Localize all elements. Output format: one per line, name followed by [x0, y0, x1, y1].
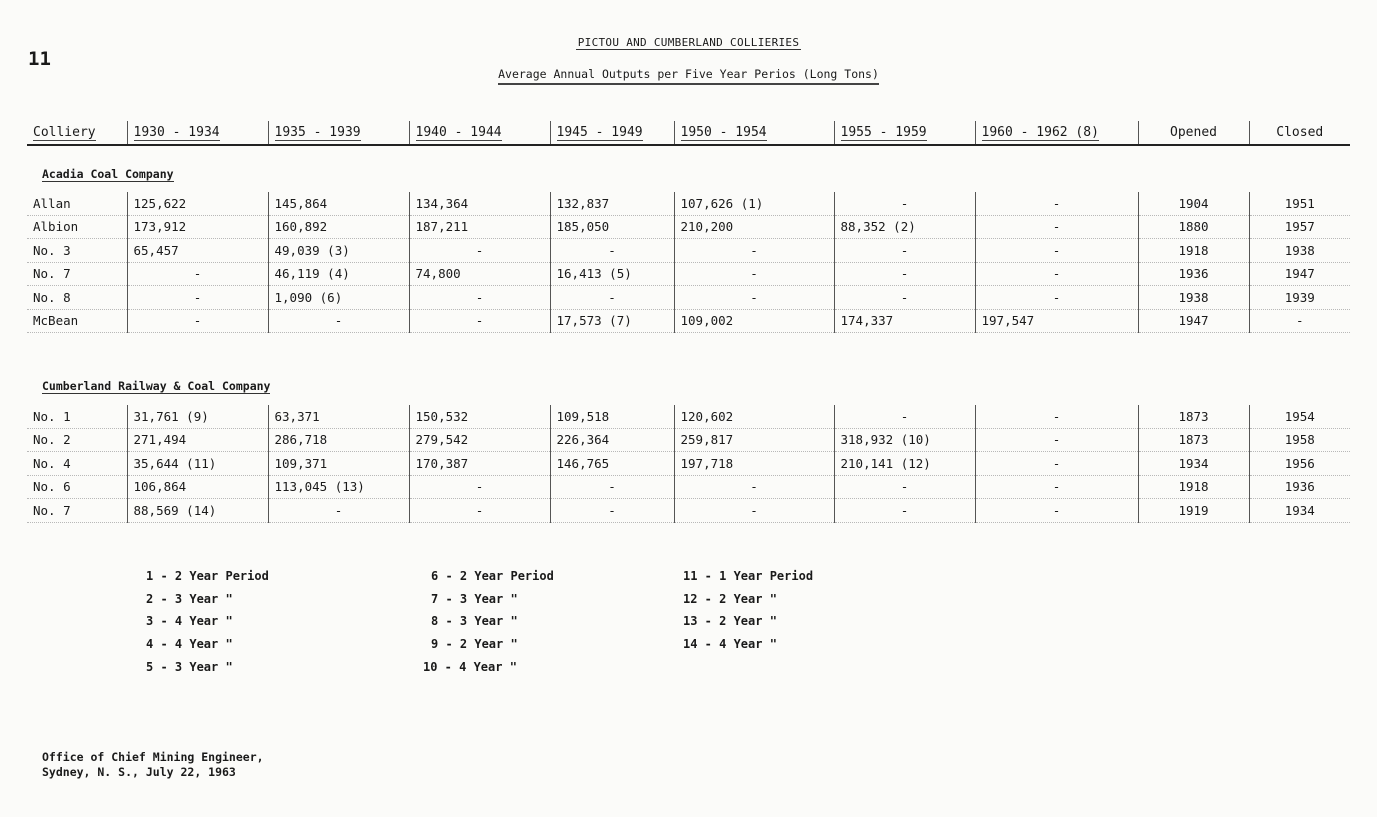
cell-1950-1954: 259,817: [674, 428, 834, 452]
cell-1960-1962: -: [975, 192, 1138, 215]
office-signature: [42, 750, 264, 780]
footer-line-2: Sydney, N. S., July 22, 1963: [42, 765, 236, 779]
table-row: [27, 239, 1350, 263]
cell-1945-1949: 132,837: [550, 192, 674, 215]
cell-1935-1939: 63,371: [268, 405, 409, 428]
cell-colliery: No. 2: [27, 428, 127, 452]
cell-colliery: No. 6: [27, 475, 127, 499]
cell-1940-1944: -: [409, 499, 550, 523]
cell-colliery: Allan: [27, 192, 127, 215]
company-heading-cumberland: Cumberland Railway & Coal Company: [42, 379, 271, 393]
footnote: 1 - 2 Year Period: [146, 569, 269, 583]
cell-1935-1939: 1,090 (6): [268, 286, 409, 310]
cell-1945-1949: -: [550, 286, 674, 310]
cell-1960-1962: -: [975, 262, 1138, 286]
cell-1955-1959: -: [834, 405, 975, 428]
cell-opened: 1918: [1138, 475, 1249, 499]
footnote: 4 - 4 Year ": [146, 637, 233, 651]
table-row: [27, 192, 1350, 215]
cell-closed: 1954: [1249, 405, 1350, 428]
footnote: 14 - 4 Year ": [683, 637, 777, 651]
cell-1930-1934: 173,912: [127, 215, 268, 239]
cell-colliery: No. 7: [27, 499, 127, 523]
cell-1940-1944: 74,800: [409, 262, 550, 286]
cell-1935-1939: 145,864: [268, 192, 409, 215]
cell-1955-1959: -: [834, 475, 975, 499]
cell-1960-1962: -: [975, 475, 1138, 499]
cell-closed: 1938: [1249, 239, 1350, 263]
cell-colliery: McBean: [27, 309, 127, 333]
cell-opened: 1880: [1138, 215, 1249, 239]
cell-1930-1934: -: [127, 286, 268, 310]
cell-1940-1944: 150,532: [409, 405, 550, 428]
cell-1945-1949: 146,765: [550, 452, 674, 476]
cell-1930-1934: 65,457: [127, 239, 268, 263]
cell-1950-1954: -: [674, 475, 834, 499]
cell-1935-1939: -: [268, 309, 409, 333]
footnote: 12 - 2 Year ": [683, 592, 777, 606]
cell-1950-1954: -: [674, 239, 834, 263]
cell-colliery: No. 3: [27, 239, 127, 263]
cell-closed: 1951: [1249, 192, 1350, 215]
header-closed: Closed: [1249, 121, 1350, 145]
cell-opened: 1918: [1138, 239, 1249, 263]
cell-1945-1949: 17,573 (7): [550, 309, 674, 333]
cell-1960-1962: -: [975, 499, 1138, 523]
footer-line-1: Office of Chief Mining Engineer,: [42, 750, 264, 764]
cell-1940-1944: 170,387: [409, 452, 550, 476]
table-row: [27, 262, 1350, 286]
cell-1955-1959: 318,932 (10): [834, 428, 975, 452]
cell-1950-1954: -: [674, 499, 834, 523]
cell-opened: 1936: [1138, 262, 1249, 286]
cell-opened: 1938: [1138, 286, 1249, 310]
cell-1935-1939: 286,718: [268, 428, 409, 452]
cell-colliery: No. 1: [27, 405, 127, 428]
header-1930-1934: 1930 - 1934: [127, 121, 268, 145]
cell-opened: 1919: [1138, 499, 1249, 523]
header-colliery: Colliery: [27, 121, 127, 145]
cell-1955-1959: -: [834, 192, 975, 215]
footnote: 8 - 3 Year ": [431, 614, 518, 628]
cell-1955-1959: 174,337: [834, 309, 975, 333]
cell-1945-1949: 226,364: [550, 428, 674, 452]
cell-1940-1944: -: [409, 239, 550, 263]
table-row: [27, 309, 1350, 333]
cell-1940-1944: -: [409, 286, 550, 310]
cell-opened: 1934: [1138, 452, 1249, 476]
footnote: 3 - 4 Year ": [146, 614, 233, 628]
footnote: 9 - 2 Year ": [431, 637, 518, 651]
cell-colliery: No. 4: [27, 452, 127, 476]
cell-1960-1962: -: [975, 215, 1138, 239]
table-row: [27, 215, 1350, 239]
cell-1945-1949: 185,050: [550, 215, 674, 239]
cell-1930-1934: 106,864: [127, 475, 268, 499]
cell-1930-1934: 271,494: [127, 428, 268, 452]
cell-1940-1944: 187,211: [409, 215, 550, 239]
cell-opened: 1873: [1138, 405, 1249, 428]
table-row: [27, 499, 1350, 523]
cumberland-table: [27, 405, 1350, 523]
cell-1935-1939: 113,045 (13): [268, 475, 409, 499]
cell-1955-1959: -: [834, 286, 975, 310]
table-row: [27, 452, 1350, 476]
table-row: [27, 405, 1350, 428]
cell-closed: 1936: [1249, 475, 1350, 499]
cell-closed: 1939: [1249, 286, 1350, 310]
cell-1940-1944: 134,364: [409, 192, 550, 215]
cell-1960-1962: -: [975, 286, 1138, 310]
cell-1950-1954: 210,200: [674, 215, 834, 239]
cell-1960-1962: -: [975, 239, 1138, 263]
header-1960-1962: 1960 - 1962 (8): [975, 121, 1138, 145]
cell-closed: 1956: [1249, 452, 1350, 476]
cell-1945-1949: -: [550, 499, 674, 523]
cell-1930-1934: 125,622: [127, 192, 268, 215]
footnote: 7 - 3 Year ": [431, 592, 518, 606]
cell-colliery: Albion: [27, 215, 127, 239]
footnote: 5 - 3 Year ": [146, 660, 233, 674]
footnote: 2 - 3 Year ": [146, 592, 233, 606]
cell-1950-1954: 120,602: [674, 405, 834, 428]
cell-1930-1934: -: [127, 262, 268, 286]
header-1940-1944: 1940 - 1944: [409, 121, 550, 145]
cell-1940-1944: 279,542: [409, 428, 550, 452]
cell-1960-1962: 197,547: [975, 309, 1138, 333]
footnote: 6 - 2 Year Period: [431, 569, 554, 583]
cell-1945-1949: 109,518: [550, 405, 674, 428]
header-1950-1954: 1950 - 1954: [674, 121, 834, 145]
cell-1935-1939: 49,039 (3): [268, 239, 409, 263]
column-header-row: [27, 121, 1350, 146]
table-row: [27, 475, 1350, 499]
cell-opened: 1947: [1138, 309, 1249, 333]
company-heading-acadia: Acadia Coal Company: [42, 167, 174, 181]
cell-1960-1962: -: [975, 405, 1138, 428]
cell-colliery: No. 7: [27, 262, 127, 286]
cell-1935-1939: 46,119 (4): [268, 262, 409, 286]
cell-1950-1954: 109,002: [674, 309, 834, 333]
cell-opened: 1873: [1138, 428, 1249, 452]
cell-1935-1939: 109,371: [268, 452, 409, 476]
cell-closed: 1934: [1249, 499, 1350, 523]
document-title: PICTOU AND CUMBERLAND COLLIERIES: [577, 36, 800, 49]
footnote: 13 - 2 Year ": [683, 614, 777, 628]
header-1945-1949: 1945 - 1949: [550, 121, 674, 145]
cell-1960-1962: -: [975, 452, 1138, 476]
cell-1940-1944: -: [409, 475, 550, 499]
cell-closed: 1947: [1249, 262, 1350, 286]
cell-1930-1934: -: [127, 309, 268, 333]
cell-closed: 1957: [1249, 215, 1350, 239]
document-subtitle: Average Annual Outputs per Five Year Perios (Long Tons): [0, 67, 1377, 81]
acadia-table: [27, 192, 1350, 333]
page-number: 11: [28, 48, 51, 70]
cell-1945-1949: -: [550, 475, 674, 499]
cell-closed: -: [1249, 309, 1350, 333]
cell-1955-1959: -: [834, 499, 975, 523]
header-1955-1959: 1955 - 1959: [834, 121, 975, 145]
cell-1945-1949: 16,413 (5): [550, 262, 674, 286]
cell-opened: 1904: [1138, 192, 1249, 215]
cell-1950-1954: 197,718: [674, 452, 834, 476]
cell-1935-1939: 160,892: [268, 215, 409, 239]
header-opened: Opened: [1138, 121, 1249, 145]
cell-1955-1959: 88,352 (2): [834, 215, 975, 239]
cell-1930-1934: 31,761 (9): [127, 405, 268, 428]
cell-1955-1959: -: [834, 262, 975, 286]
cell-1945-1949: -: [550, 239, 674, 263]
cell-1955-1959: 210,141 (12): [834, 452, 975, 476]
cell-1940-1944: -: [409, 309, 550, 333]
cell-1950-1954: 107,626 (1): [674, 192, 834, 215]
footnote: 11 - 1 Year Period: [683, 569, 814, 583]
cell-1950-1954: -: [674, 262, 834, 286]
header-1935-1939: 1935 - 1939: [268, 121, 409, 145]
table-row: [27, 428, 1350, 452]
cell-1950-1954: -: [674, 286, 834, 310]
footnote: 10 - 4 Year ": [423, 660, 517, 674]
cell-1930-1934: 35,644 (11): [127, 452, 268, 476]
cell-closed: 1958: [1249, 428, 1350, 452]
cell-colliery: No. 8: [27, 286, 127, 310]
cell-1960-1962: -: [975, 428, 1138, 452]
cell-1955-1959: -: [834, 239, 975, 263]
cell-1930-1934: 88,569 (14): [127, 499, 268, 523]
cell-1935-1939: -: [268, 499, 409, 523]
table-row: [27, 286, 1350, 310]
